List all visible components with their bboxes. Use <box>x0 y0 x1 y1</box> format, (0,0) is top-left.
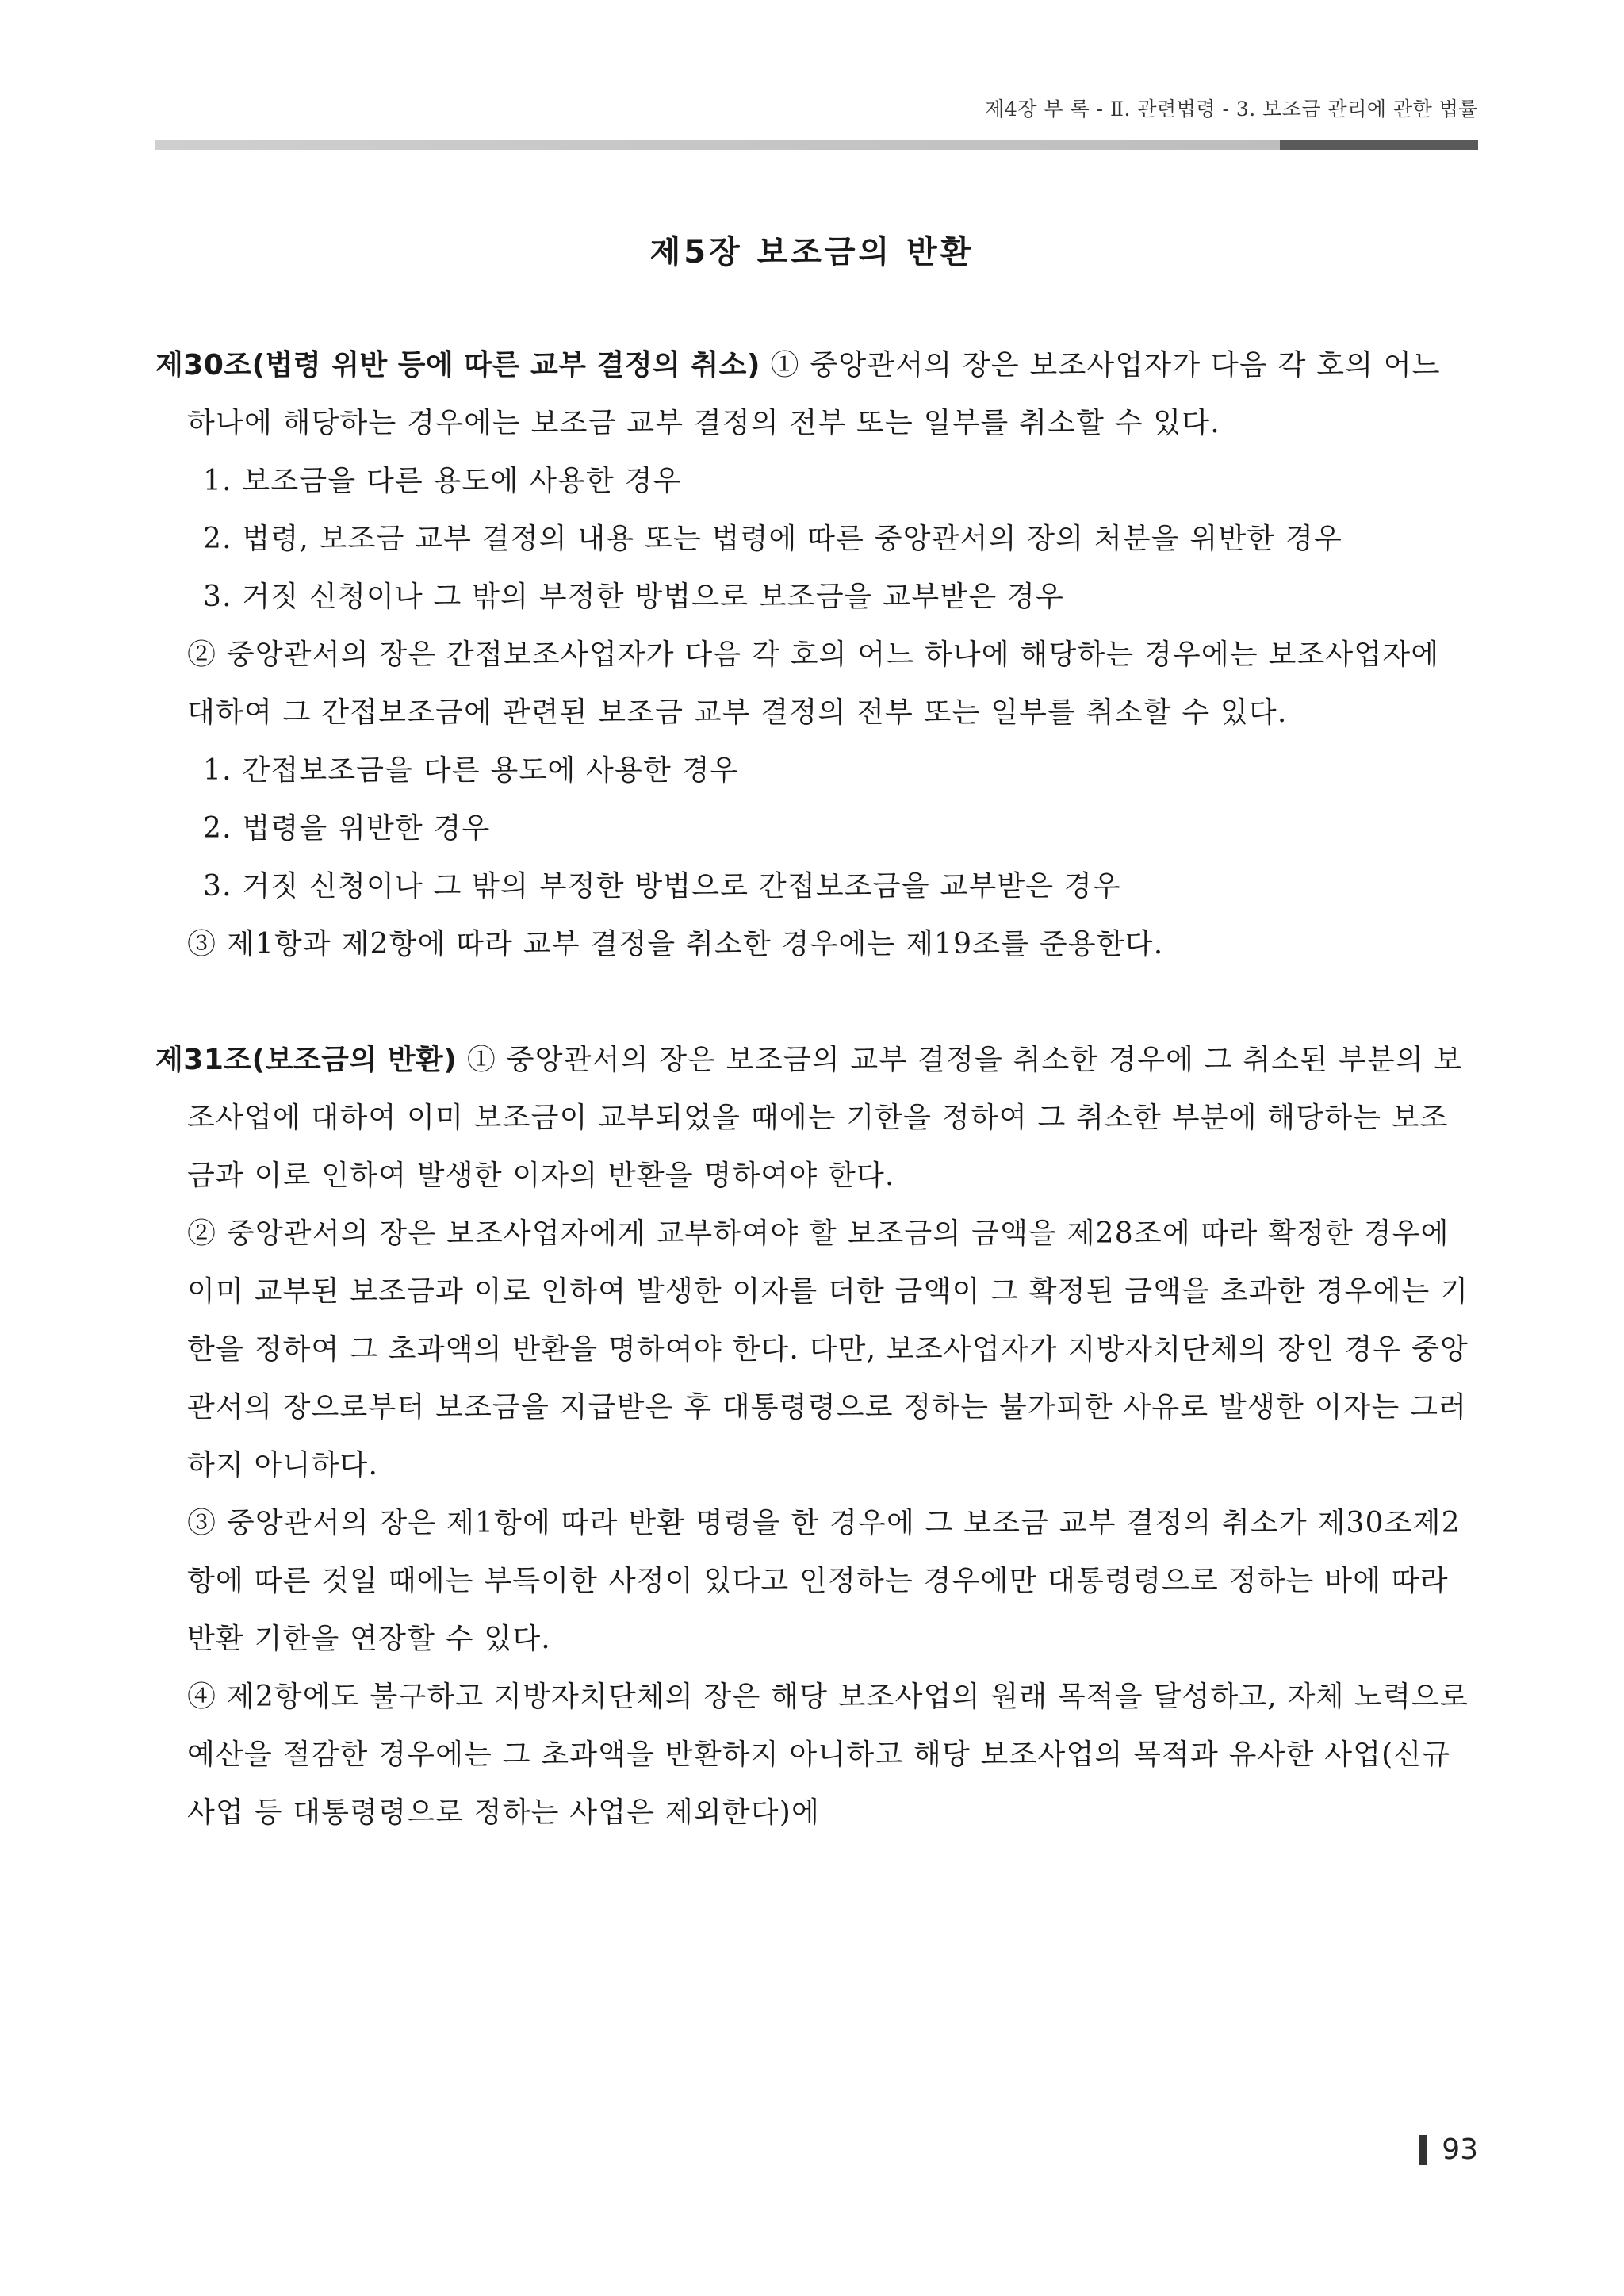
article-31-clause-1 <box>155 1031 1475 1205</box>
article-31-clause-3: ③ 중앙관서의 장은 제1항에 따라 반환 명령을 한 경우에 그 보조금 교부 결정의 취소가 제30조제2항에 따른 것일 때에는 부득이한 사정이 있다고 인정하는 경우에만 대통령령으로 정하는 바에 따라 반환 기한을 연장할 수 있다. <box>187 1507 1461 1655</box>
article-30-clause-3: ③ 제1항과 제2항에 따라 교부 결정을 취소한 경우에는 제19조를 준용한다. <box>187 928 1164 960</box>
article-30-clause-1-text: ① 중앙관서의 장은 보조사업자가 다음 각 호의 어느 하나에 해당하는 경우에는 보조금 교부 결정의 전부 또는 일부를 취소할 수 있다. <box>187 349 1441 439</box>
header-rule <box>155 140 1478 150</box>
page-number: 93 <box>1442 2133 1478 2166</box>
article-30-title: 제30조(법령 위반 등에 따른 교부 결정의 취소) <box>155 349 760 381</box>
article-31-clause-1-text: ① 중앙관서의 장은 보조금의 교부 결정을 취소한 경우에 그 취소된 부분의 보조사업에 대하여 이미 보조금이 교부되었을 때에는 기한을 정하여 그 취소한 부분에 해당하는 보조금과 이로 인하여 발생한 이자의 반환을 명하여야 한다. <box>187 1044 1463 1192</box>
list-item: 3. 거짓 신청이나 그 밖의 부정한 방법으로 간접보조금을 교부받은 경우 <box>203 870 1121 903</box>
chapter-title: 제5장 보조금의 반환 <box>649 234 975 270</box>
page-footer <box>1419 2133 1478 2166</box>
page-marker-bar <box>1419 2135 1427 2165</box>
list-item: 1. 간접보조금을 다른 용도에 사용한 경우 <box>203 754 739 787</box>
document-body <box>155 336 1475 1842</box>
running-head: 제4장 부 록 - Ⅱ. 관련법령 - 3. 보조금 관리에 관한 법률 <box>985 98 1478 121</box>
article-31-clause-4: ④ 제2항에도 불구하고 지방자치단체의 장은 해당 보조사업의 원래 목적을 달성하고, 자체 노력으로 예산을 절감한 경우에는 그 초과액을 반환하지 아니하고 해당 보조사업의 목적과 유사한 사업(신규사업 등 대통령령으로 정하는 사업은 제외한다)에 <box>187 1681 1469 1829</box>
list-item: 3. 거짓 신청이나 그 밖의 부정한 방법으로 보조금을 교부받은 경우 <box>203 581 1064 613</box>
list-item: 2. 법령, 보조금 교부 결정의 내용 또는 법령에 따른 중앙관서의 장의 처분을 위반한 경우 <box>203 523 1342 555</box>
article-31-clause-2: ② 중앙관서의 장은 보조사업자에게 교부하여야 할 보조금의 금액을 제28조에 따라 확정한 경우에 이미 교부된 보조금과 이로 인하여 발생한 이자를 더한 금액이 그 확정된 금액을 초과한 경우에는 기한을 정하여 그 초과액의 반환을 명하여야 한다. 다만, 보조사업자가 지방자치단체의 장인 경우 중앙관서의 장으로부터 보조금을 지급받은 후 대통령령으로 정하는 불가피한 사유로 발생한 이자는 그러하지 아니하다. <box>187 1217 1469 1481</box>
list-item: 1. 보조금을 다른 용도에 사용한 경우 <box>203 465 682 497</box>
list-item: 2. 법령을 위반한 경우 <box>203 812 491 845</box>
article-30-clause-1 <box>155 336 1475 452</box>
article-spacer <box>155 973 1475 1031</box>
article-30-clause-2: ② 중앙관서의 장은 간접보조사업자가 다음 각 호의 어느 하나에 해당하는 경우에는 보조사업자에 대하여 그 간접보조금에 관련된 보조금 교부 결정의 전부 또는 일부를 취소할 수 있다. <box>187 638 1440 729</box>
article-31-title: 제31조(보조금의 반환) <box>155 1044 458 1076</box>
